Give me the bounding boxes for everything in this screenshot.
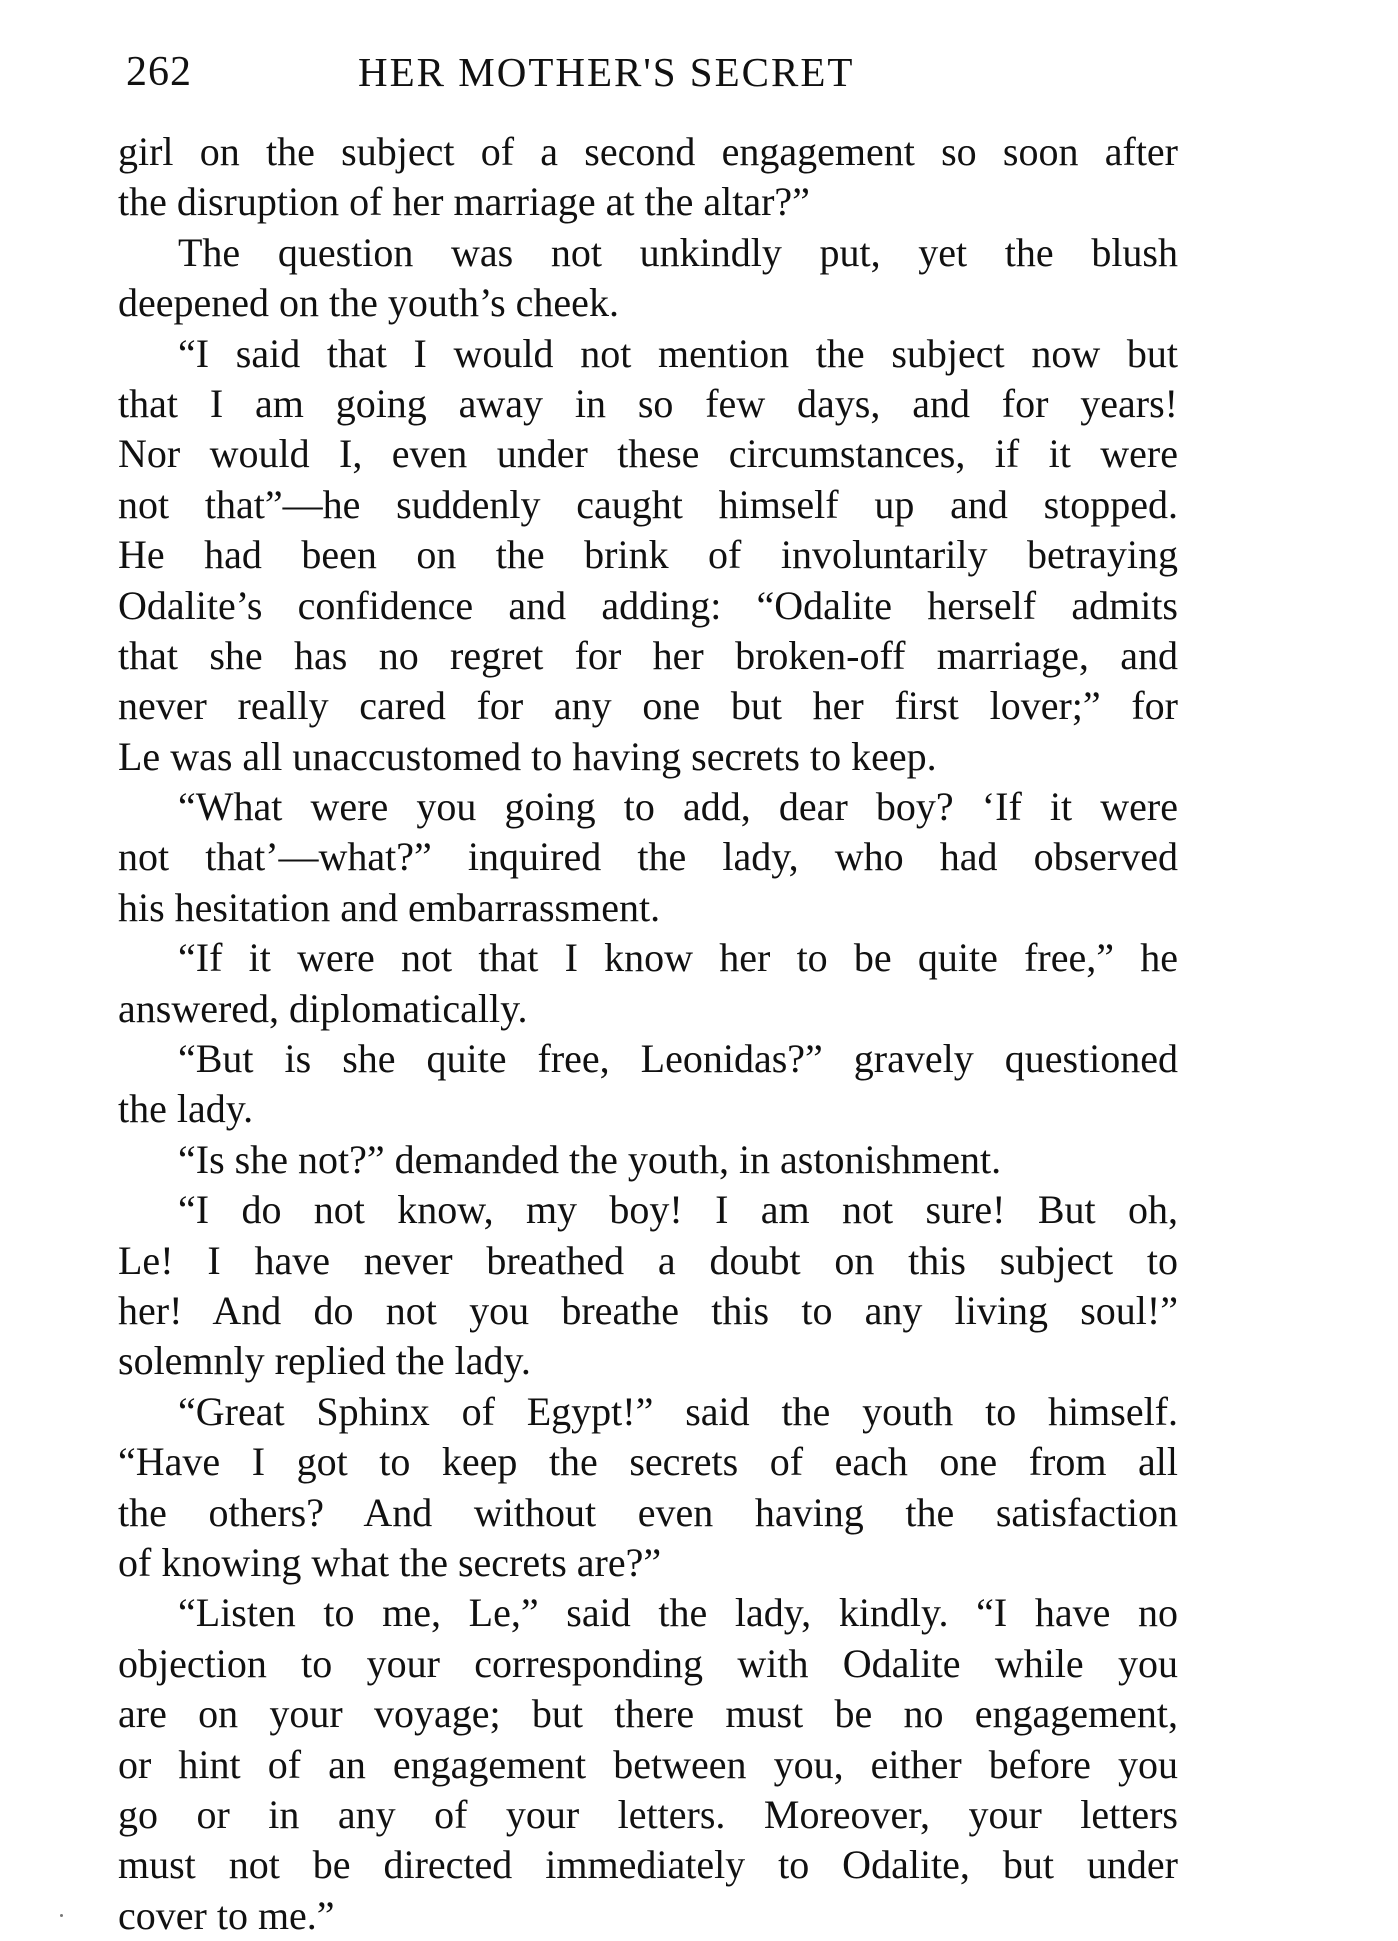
print-speck bbox=[60, 1914, 63, 1917]
text-line: objection to your corresponding with Odalite while you bbox=[118, 1640, 1178, 1686]
text-line: Le was all unaccustomed to having secrets to keep. bbox=[118, 733, 937, 779]
text-line: “Have I got to keep the secrets of each one from all bbox=[118, 1439, 1178, 1485]
text-line: “Is she not?” demanded the youth, in astonishment. bbox=[178, 1136, 1002, 1182]
text-line: the others? And without even having the satisfaction bbox=[118, 1489, 1178, 1535]
running-title: HER MOTHER'S SECRET bbox=[358, 49, 855, 95]
text-line: that she has no regret for her broken-off marriage, and bbox=[118, 632, 1178, 678]
text-line: Le! I have never breathed a doubt on this subject to bbox=[118, 1237, 1178, 1283]
text-line: Nor would I, even under these circumstances, if it were bbox=[118, 431, 1178, 477]
text-line: He had been on the brink of involuntarily betraying bbox=[118, 532, 1178, 578]
text-line: of knowing what the secrets are?” bbox=[118, 1539, 662, 1585]
text-line: Odalite’s confidence and adding: “Odalite herself admits bbox=[118, 582, 1178, 628]
text-line: must not be directed immediately to Odalite, but under bbox=[118, 1842, 1178, 1888]
text-line: not that’—what?” inquired the lady, who had observed bbox=[118, 834, 1178, 880]
text-line: go or in any of your letters. Moreover, your letters bbox=[118, 1791, 1178, 1837]
text-line: that I am going away in so few days, and for years! bbox=[118, 380, 1178, 426]
text-line: “But is she quite free, Leonidas?” gravely questioned bbox=[178, 1036, 1178, 1082]
text-line: the lady. bbox=[118, 1086, 254, 1132]
text-line: “I do not know, my boy! I am not sure! But oh, bbox=[178, 1187, 1178, 1233]
text-line: or hint of an engagement between you, either before you bbox=[118, 1741, 1178, 1787]
text-line: not that”—he suddenly caught himself up and stopped. bbox=[118, 481, 1178, 527]
text-line: are on your voyage; but there must be no engagement, bbox=[118, 1691, 1178, 1737]
text-line: “What were you going to add, dear boy? ‘If it were bbox=[178, 784, 1178, 830]
text-line: answered, diplomatically. bbox=[118, 985, 528, 1031]
text-line: girl on the subject of a second engagement so soon after bbox=[118, 129, 1178, 174]
text-line: “I said that I would not mention the subject now but bbox=[178, 330, 1178, 376]
text-line: “Great Sphinx of Egypt!” said the youth to himself. bbox=[178, 1388, 1178, 1434]
text-line: his hesitation and embarrassment. bbox=[118, 884, 661, 930]
text-line: cover to me.” bbox=[118, 1892, 335, 1938]
body-text bbox=[118, 127, 1178, 1941]
text-line: The question was not unkindly put, yet the blush bbox=[178, 229, 1178, 275]
text-line: the disruption of her marriage at the altar?” bbox=[118, 179, 810, 225]
page-number: 262 bbox=[126, 49, 192, 95]
text-line: deepened on the youth’s cheek. bbox=[118, 280, 619, 326]
text-line: solemnly replied the lady. bbox=[118, 1338, 531, 1384]
text-line: “Listen to me, Le,” said the lady, kindly. “I have no bbox=[178, 1590, 1178, 1636]
text-line: “If it were not that I know her to be quite free,” he bbox=[178, 935, 1178, 981]
text-line: never really cared for any one but her first lover;” for bbox=[118, 683, 1178, 729]
running-head bbox=[126, 44, 1176, 104]
text-line: her! And do not you breathe this to any living soul!” bbox=[118, 1287, 1178, 1333]
